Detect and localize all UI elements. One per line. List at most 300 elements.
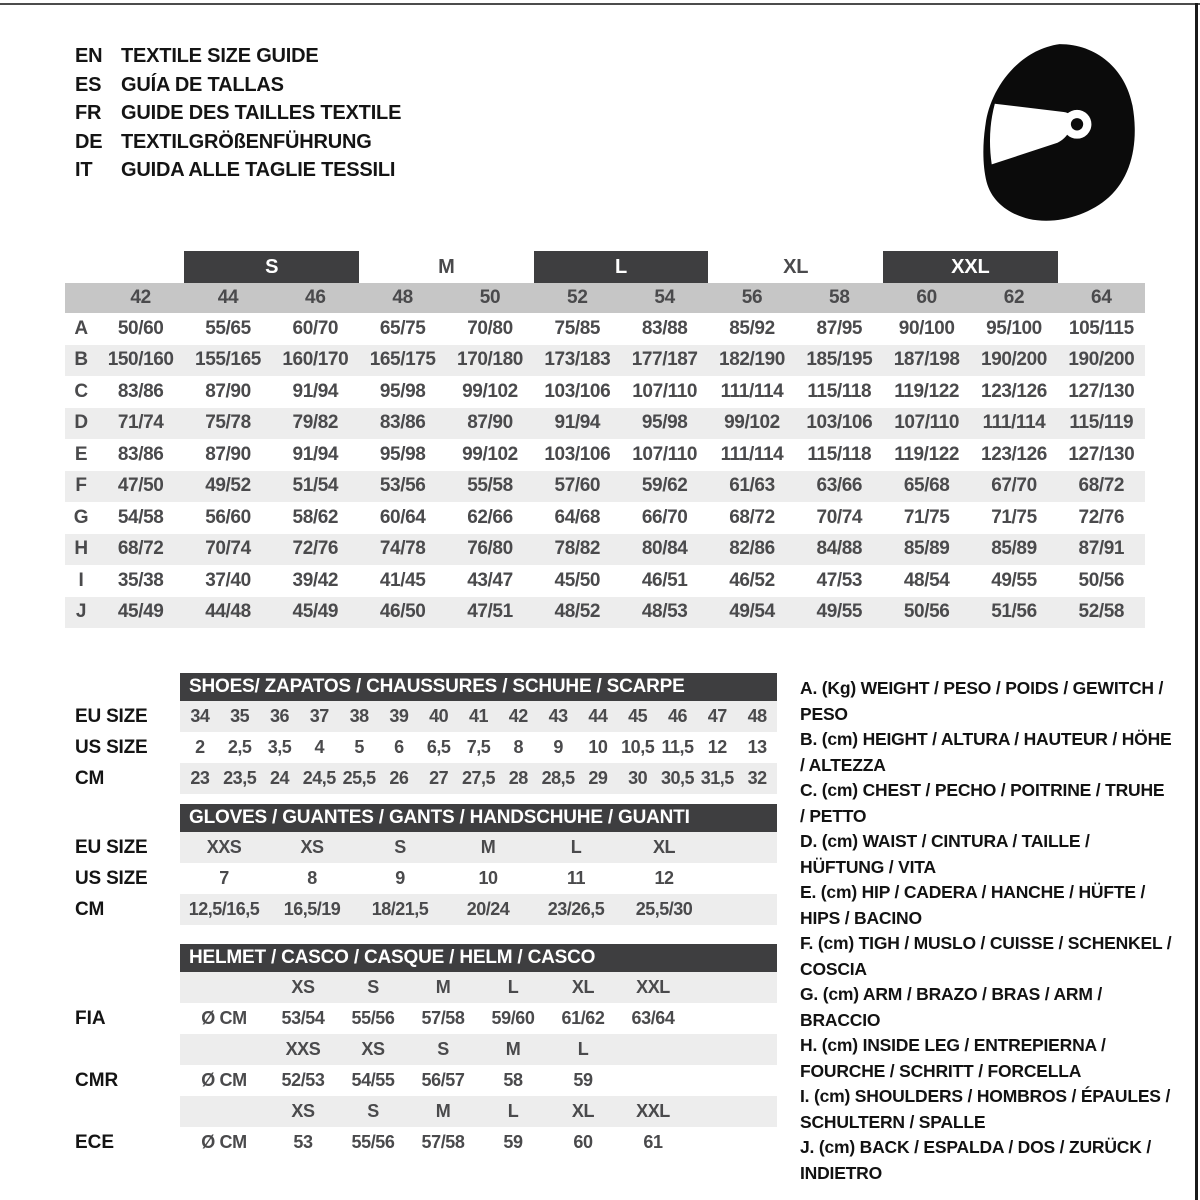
size-value-cell: 65/75	[379, 317, 426, 339]
shoe-size-cell: 12	[707, 737, 727, 757]
size-value-cell: 187/198	[893, 349, 960, 371]
shoe-size-cell: 6,5	[426, 737, 451, 757]
helmet-size-cell: M	[505, 1039, 521, 1059]
size-value-cell: 99/102	[462, 380, 518, 402]
helmet-values-row	[65, 1127, 777, 1158]
glove-size-cell: 8	[307, 868, 317, 888]
language-title: GUIDA ALLE TAGLIE TESSILI	[121, 159, 396, 181]
shoe-size-cell: 31,5	[700, 768, 734, 788]
shoe-size-cell: 27,5	[461, 768, 496, 788]
helmet-size-cell: XXL	[636, 977, 670, 997]
size-value-cell: 63/66	[816, 475, 863, 497]
helmet-standard-section	[65, 1096, 777, 1158]
size-value-cell: 115/118	[807, 443, 872, 465]
row-label: CM	[75, 767, 105, 789]
shoe-size-cell: 34	[190, 706, 210, 726]
size-value-cell: 95/100	[986, 317, 1042, 339]
glove-size-cell: S	[394, 837, 406, 857]
size-value-cell: 119/122	[894, 443, 960, 465]
helmet-value-cell: 56/57	[421, 1070, 465, 1090]
numeric-size: 48	[392, 287, 413, 308]
helmet-size-cell: XXS	[285, 1039, 321, 1059]
size-group-label-xxl: XXL	[883, 251, 1058, 283]
shoe-size-cell: 42	[508, 706, 528, 726]
language-title: GUIDE DES TAILLES TEXTILE	[121, 102, 402, 124]
gloves-rows	[65, 832, 777, 925]
row-label: EU SIZE	[75, 705, 148, 727]
size-value-cell: 66/70	[641, 506, 688, 528]
row-letter: G	[73, 506, 89, 528]
row-letter: B	[74, 349, 88, 371]
size-value-cell: 48/54	[903, 569, 950, 591]
shoes-row-values	[180, 763, 777, 794]
helmet-values-row	[65, 1065, 777, 1096]
glove-size-cell: 16,5/19	[283, 899, 341, 919]
size-value-cell: 87/90	[467, 412, 513, 434]
numeric-size: 60	[916, 287, 937, 308]
size-value-cell: 54/58	[117, 506, 164, 528]
helmet-value-cell: 61/62	[561, 1008, 605, 1028]
size-value-cell: 83/86	[379, 412, 426, 434]
shoes-row	[65, 763, 777, 794]
numeric-size: 46	[305, 287, 326, 308]
size-value-cell: 127/130	[1068, 443, 1135, 465]
shoe-size-cell: 7,5	[466, 737, 491, 757]
gloves-row	[65, 832, 777, 863]
shoe-size-cell: 24,5	[302, 768, 336, 788]
row-letter: E	[74, 443, 88, 465]
row-letter: F	[75, 475, 87, 497]
size-value-cell: 115/119	[1069, 412, 1134, 434]
shoe-size-cell: 45	[628, 706, 648, 726]
helmet-size-cell: XXL	[636, 1101, 670, 1121]
size-value-cell: 37/40	[205, 569, 251, 591]
size-value-cell: 82/86	[729, 538, 775, 560]
helmet-table	[65, 944, 777, 1158]
helmet-value-cell: 57/58	[421, 1132, 465, 1152]
size-value-cell: 57/60	[554, 475, 601, 497]
size-value-cell: 103/106	[806, 412, 873, 434]
size-value-cell: 79/82	[292, 412, 339, 434]
size-value-cell: 83/86	[117, 443, 164, 465]
helmet-value-cell: 59	[503, 1132, 523, 1152]
shoes-title-bar: SHOES/ ZAPATOS / CHAUSSURES / SCHUHE / SCARPE	[180, 673, 777, 701]
size-value-cell: 51/56	[991, 601, 1037, 623]
legend-entry: C. (cm) CHEST / PECHO / POITRINE / TRUHE / PETTO	[800, 780, 1165, 826]
diameter-label: Ø CM	[201, 1132, 247, 1152]
gloves-title-bar: GLOVES / GUANTES / GANTS / HANDSCHUHE / GUANTI	[180, 804, 777, 832]
helmet-measure-values	[180, 1127, 777, 1158]
size-value-cell: 91/94	[554, 412, 601, 434]
helmet-value-cell: 55/56	[351, 1132, 395, 1152]
helmet-values-row	[65, 1003, 777, 1034]
shoe-size-cell: 48	[747, 706, 767, 726]
row-label: EU SIZE	[75, 836, 148, 858]
size-value-cell: 75/78	[205, 412, 251, 434]
numeric-size: 58	[829, 287, 850, 308]
size-value-cell: 155/165	[195, 349, 261, 371]
shoe-size-cell: 37	[309, 706, 329, 726]
shoes-row	[65, 732, 777, 763]
helmet-size-cell: S	[367, 1101, 379, 1121]
shoe-size-cell: 24	[269, 768, 289, 788]
numeric-size: 56	[741, 287, 763, 308]
shoe-size-cell: 10,5	[621, 737, 655, 757]
measurement-row	[65, 502, 1145, 534]
size-value-cell: 190/200	[981, 349, 1047, 371]
shoe-size-cell: 13	[747, 737, 767, 757]
language-row	[75, 71, 401, 100]
helmet-measure-values	[180, 1003, 777, 1034]
row-letter: I	[78, 569, 84, 591]
language-code: DE	[75, 130, 103, 153]
size-value-cell: 51/54	[292, 475, 339, 497]
helmet-sizes-values	[180, 1034, 777, 1065]
helmet-standard-section	[65, 1034, 777, 1096]
shoes-table	[65, 673, 777, 794]
shoe-size-cell: 23,5	[223, 768, 257, 788]
gloves-row-values	[180, 863, 777, 894]
size-value-cell: 90/100	[898, 317, 955, 339]
glove-size-cell: 20/24	[466, 899, 510, 919]
numeric-size: 62	[1003, 287, 1025, 308]
shoe-size-cell: 44	[588, 706, 608, 726]
size-value-cell: 80/84	[641, 538, 688, 560]
shoe-size-cell: 40	[429, 706, 449, 726]
size-value-cell: 74/78	[379, 538, 426, 560]
language-code: ES	[75, 73, 102, 96]
size-group-header	[65, 251, 1145, 283]
gloves-row	[65, 894, 777, 925]
size-value-cell: 41/45	[379, 569, 426, 591]
shoe-size-cell: 47	[707, 706, 727, 726]
legend-entry: G. (cm) ARM / BRAZO / BRAS / ARM / BRACCIO	[800, 984, 1103, 1030]
size-value-cell: 83/86	[117, 380, 164, 402]
size-value-cell: 48/52	[554, 601, 601, 623]
shoe-size-cell: 2,5	[227, 737, 252, 757]
numeric-size: 42	[130, 287, 151, 308]
legend-entry: J. (cm) BACK / ESPALDA / DOS / ZURÜCK / INDIETRO	[800, 1137, 1151, 1183]
size-value-cell: 59/62	[641, 475, 688, 497]
size-value-cell: 75/85	[554, 317, 601, 339]
size-value-cell: 85/92	[729, 317, 775, 339]
helmet-value-cell: 59/60	[491, 1008, 535, 1028]
size-value-cell: 150/160	[107, 349, 174, 371]
size-value-cell: 68/72	[1078, 475, 1125, 497]
measurement-row	[65, 376, 1145, 408]
size-value-cell: 185/195	[806, 349, 873, 371]
shoe-size-cell: 11,5	[661, 737, 694, 757]
size-value-cell: 50/56	[903, 601, 950, 623]
size-value-cell: 99/102	[462, 443, 518, 465]
shoe-size-cell: 10	[588, 737, 608, 757]
size-value-cell: 170/180	[457, 349, 523, 371]
glove-size-cell: 12	[654, 868, 674, 888]
size-value-cell: 76/80	[467, 538, 513, 560]
legend-entry: A. (Kg) WEIGHT / PESO / POIDS / GEWITCH / PESO	[800, 678, 1164, 724]
size-value-cell: 62/66	[467, 506, 513, 528]
shoe-size-cell: 25,5	[342, 768, 376, 788]
helmet-standard-section	[65, 972, 777, 1034]
size-value-cell: 95/98	[379, 380, 426, 402]
helmet-size-cell: XS	[291, 1101, 315, 1121]
top-border-line	[0, 3, 1200, 5]
size-value-cell: 99/102	[724, 412, 780, 434]
glove-size-cell: XL	[652, 837, 675, 857]
glove-size-cell: 12,5/16,5	[188, 899, 260, 919]
helmet-value-cell: 60	[573, 1132, 593, 1152]
standard-label: CMR	[75, 1069, 119, 1091]
size-value-cell: 67/70	[991, 475, 1037, 497]
standard-label: ECE	[75, 1131, 115, 1153]
shoe-size-cell: 38	[349, 706, 369, 726]
language-row	[75, 156, 401, 185]
size-value-cell: 119/122	[894, 380, 960, 402]
size-value-cell: 56/60	[205, 506, 251, 528]
size-value-cell: 182/190	[719, 349, 785, 371]
size-value-cell: 91/94	[292, 443, 339, 465]
size-value-cell: 87/91	[1078, 538, 1125, 560]
measurement-legend	[800, 676, 1172, 1186]
helmet-measure-values	[180, 1065, 777, 1096]
size-value-cell: 103/106	[544, 443, 611, 465]
size-value-cell: 83/88	[641, 317, 688, 339]
gloves-row-values	[180, 894, 777, 925]
glove-size-cell: M	[480, 837, 496, 857]
size-value-cell: 70/80	[467, 317, 513, 339]
shoe-size-cell: 43	[548, 706, 568, 726]
shoe-size-cell: 9	[553, 737, 563, 757]
numeric-size: 52	[567, 287, 588, 308]
row-letter: J	[75, 601, 87, 623]
size-value-cell: 72/76	[1078, 506, 1125, 528]
size-value-cell: 107/110	[632, 380, 698, 402]
language-title: GUÍA DE TALLAS	[121, 73, 284, 96]
size-value-cell: 53/56	[379, 475, 426, 497]
helmet-sizes-row	[65, 1034, 777, 1065]
size-value-cell: 47/53	[816, 569, 863, 591]
size-value-cell: 111/114	[982, 412, 1046, 434]
size-value-cell: 91/94	[292, 380, 339, 402]
glove-size-cell: 25,5/30	[635, 899, 693, 919]
size-value-cell: 87/90	[205, 443, 251, 465]
glove-size-cell: 7	[219, 868, 229, 888]
size-value-cell: 39/42	[292, 569, 339, 591]
row-label: US SIZE	[75, 867, 148, 889]
legend-entry: B. (cm) HEIGHT / ALTURA / HAUTEUR / HÖHE / ALTEZZA	[800, 729, 1172, 775]
size-value-cell: 46/52	[729, 569, 775, 591]
size-value-cell: 105/115	[1068, 317, 1134, 339]
measurement-row	[65, 534, 1145, 566]
size-value-cell: 111/114	[720, 443, 784, 465]
row-letter: A	[74, 317, 88, 339]
helmet-value-cell: 53	[293, 1132, 313, 1152]
helmet-size-cell: L	[577, 1039, 589, 1059]
size-value-cell: 55/65	[205, 317, 251, 339]
helmet-value-cell: 63/64	[631, 1008, 675, 1028]
shoe-size-cell: 23	[190, 768, 210, 788]
size-value-cell: 52/58	[1078, 601, 1125, 623]
size-value-cell: 49/52	[205, 475, 251, 497]
helmet-size-cell: XS	[361, 1039, 385, 1059]
helmet-value-cell: 57/58	[421, 1008, 465, 1028]
shoes-row	[65, 701, 777, 732]
shoe-size-cell: 32	[747, 768, 767, 788]
helmet-value-cell: 58	[503, 1070, 523, 1090]
helmet-size-cell: S	[437, 1039, 449, 1059]
size-value-cell: 70/74	[816, 506, 863, 528]
size-value-cell: 60/70	[292, 317, 339, 339]
helmet-value-cell: 55/56	[351, 1008, 395, 1028]
numeric-size: 64	[1091, 287, 1112, 308]
shoe-size-cell: 2	[195, 737, 205, 757]
measurement-row	[65, 345, 1145, 377]
helmet-value-cell: 53/54	[281, 1008, 325, 1028]
language-list	[75, 42, 401, 185]
language-row	[75, 99, 401, 128]
shoe-size-cell: 36	[269, 706, 289, 726]
size-value-cell: 35/38	[117, 569, 164, 591]
size-value-cell: 50/56	[1078, 569, 1125, 591]
legend-entry: D. (cm) WAIST / CINTURA / TAILLE / HÜFTUNG / VITA	[800, 831, 1090, 877]
glove-size-cell: 10	[478, 868, 498, 888]
size-group-label-xl: XL	[783, 256, 809, 278]
size-value-cell: 49/55	[991, 569, 1037, 591]
shoe-size-cell: 28	[508, 768, 528, 788]
language-row	[75, 128, 401, 157]
shoe-size-cell: 30,5	[660, 768, 695, 788]
size-value-cell: 48/53	[641, 601, 688, 623]
shoe-size-cell: 4	[314, 737, 325, 757]
size-value-cell: 45/50	[554, 569, 601, 591]
size-value-cell: 61/63	[729, 475, 775, 497]
language-code: IT	[75, 159, 93, 181]
shoe-size-cell: 46	[667, 706, 687, 726]
right-border-line	[1195, 3, 1198, 1200]
measurement-row	[65, 565, 1145, 597]
size-value-cell: 107/110	[894, 412, 960, 434]
size-value-cell: 103/106	[544, 380, 611, 402]
size-value-cell: 177/187	[631, 349, 698, 371]
size-value-cell: 115/118	[807, 380, 872, 402]
glove-size-cell: 23/26,5	[547, 899, 605, 919]
size-value-cell: 46/50	[379, 601, 426, 623]
size-value-cell: 70/74	[205, 538, 251, 560]
shoe-size-cell: 29	[588, 768, 608, 788]
size-value-cell: 71/75	[903, 506, 950, 528]
helmet-sizes-values	[180, 1096, 777, 1127]
shoe-size-cell: 41	[468, 706, 488, 726]
measurement-row	[65, 408, 1145, 440]
size-value-cell: 87/90	[205, 380, 251, 402]
size-value-cell: 95/98	[641, 412, 688, 434]
helmet-value-cell: 61	[643, 1132, 663, 1152]
numeric-size: 54	[654, 287, 675, 308]
shoe-size-cell: 27	[429, 768, 449, 788]
size-value-cell: 95/98	[379, 443, 426, 465]
legend-entry: H. (cm) INSIDE LEG / ENTREPIERNA / FOURCHE / SCHRITT / FORCELLA	[800, 1035, 1106, 1081]
helmet-size-cell: XL	[571, 977, 595, 997]
size-value-cell: 45/49	[292, 601, 339, 623]
numeric-size-band	[65, 283, 1145, 313]
size-group-label-m: M	[438, 256, 455, 278]
shoes-rows	[65, 701, 777, 794]
language-row	[75, 42, 401, 71]
size-value-cell: 72/76	[292, 538, 339, 560]
shoe-size-cell: 8	[513, 737, 524, 757]
shoe-size-cell: 30	[628, 768, 648, 788]
language-title: TEXTILE SIZE GUIDE	[121, 45, 319, 67]
size-value-cell: 49/55	[816, 601, 863, 623]
glove-size-cell: XS	[300, 837, 324, 857]
size-value-cell: 160/170	[282, 349, 349, 371]
measurement-row	[65, 597, 1145, 629]
size-value-cell: 78/82	[554, 538, 601, 560]
size-value-cell: 173/183	[544, 349, 611, 371]
helmet-sections	[65, 972, 777, 1158]
glove-size-cell: XXS	[206, 837, 242, 857]
shoes-row-values	[180, 701, 777, 732]
helmet-size-cell: XS	[291, 977, 315, 997]
shoe-size-cell: 35	[230, 706, 250, 726]
size-value-cell: 85/89	[903, 538, 950, 560]
language-code: EN	[75, 45, 103, 67]
gloves-table	[65, 804, 777, 925]
size-value-cell: 55/58	[467, 475, 513, 497]
size-value-cell: 49/54	[729, 601, 775, 623]
helmet-title-bar: HELMET / CASCO / CASQUE / HELM / CASCO	[180, 944, 777, 972]
shoe-size-cell: 5	[354, 737, 364, 757]
numeric-size: 50	[479, 287, 501, 308]
size-value-cell: 127/130	[1068, 380, 1135, 402]
size-value-cell: 71/74	[117, 412, 164, 434]
shoe-size-cell: 39	[389, 706, 409, 726]
row-letter: C	[74, 380, 88, 402]
size-value-cell: 45/49	[117, 601, 164, 623]
textile-size-table	[65, 251, 1145, 628]
language-code: FR	[75, 102, 102, 124]
shoe-size-cell: 28,5	[541, 768, 575, 788]
legend-entry: I. (cm) SHOULDERS / HOMBROS / ÉPAULES / SCHULTERN / SPALLE	[800, 1086, 1171, 1132]
gloves-row-values	[180, 832, 777, 863]
glove-size-cell: L	[570, 837, 582, 857]
gloves-row	[65, 863, 777, 894]
size-value-cell: 50/60	[117, 317, 164, 339]
helmet-value-cell: 54/55	[351, 1070, 395, 1090]
size-value-cell: 46/51	[641, 569, 688, 591]
size-value-cell: 111/114	[720, 380, 784, 402]
helmet-size-cell: L	[507, 1101, 519, 1121]
standard-label: FIA	[75, 1007, 106, 1029]
helmet-size-cell: L	[507, 977, 519, 997]
helmet-value-cell: 52/53	[281, 1070, 325, 1090]
shoes-row-values	[180, 732, 777, 763]
size-value-cell: 107/110	[632, 443, 698, 465]
size-value-cell: 87/95	[816, 317, 863, 339]
racing-helmet-icon	[975, 40, 1140, 225]
size-value-cell: 47/50	[117, 475, 164, 497]
size-value-cell: 47/51	[467, 601, 513, 623]
helmet-sizes-row	[65, 1096, 777, 1127]
size-value-cell: 68/72	[117, 538, 164, 560]
helmet-value-cell: 59	[573, 1070, 593, 1090]
row-letter: D	[74, 412, 88, 434]
size-value-cell: 68/72	[729, 506, 775, 528]
language-title: TEXTILGRÖßENFÜHRUNG	[121, 130, 372, 153]
size-value-cell: 43/47	[467, 569, 513, 591]
shoe-size-cell: 6	[394, 737, 404, 757]
helmet-sizes-values	[180, 972, 777, 1003]
